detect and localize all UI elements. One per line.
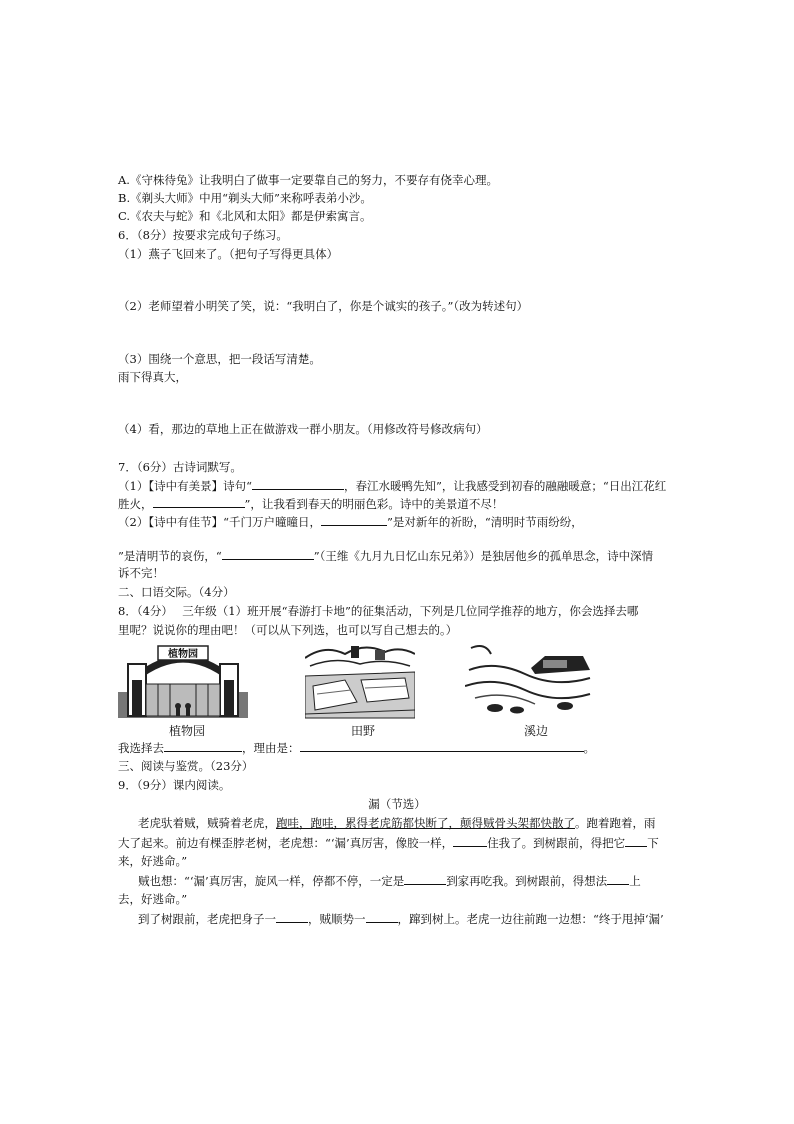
reason-blank[interactable] (300, 739, 584, 752)
passage-line: 老虎驮着贼，贼骑着老虎，跑哇，跑哇，累得老虎筋都快断了，颠得贼骨头架都快散了。跑着跑着，雨 (138, 816, 656, 830)
answer-blank[interactable] (366, 910, 398, 923)
gate-sign: 植物园 (168, 649, 198, 660)
q6-sub2: （2）老师望着小明笑了笑，说：“我明白了，你是个诚实的孩子。”（改为转述句） (118, 299, 529, 313)
q6-sub4: （4）看，那边的草地上正在做游戏一群小朋友。（用修改符号修改病句） (118, 422, 488, 436)
q7-line2: 胜火， ”，让我看到春天的明丽色彩。诗中的美景道不尽！ (118, 497, 504, 511)
q6-sub3-start: 雨下得真大， (118, 370, 187, 384)
destination-blank[interactable] (164, 739, 242, 752)
creek-image (465, 640, 595, 720)
passage-line: 大了起来。前边有棵歪脖老树，老虎想：“‘漏’真厉害，像胶一样， 住我了。到树跟前，得把它 下 (118, 836, 659, 850)
underlined-sentence: 跑哇，跑哇，累得老虎筋都快断了，颠得贼骨头架都快散了 (276, 816, 575, 830)
section-3-heading: 三、阅读与鉴赏。（23分） (118, 759, 254, 773)
passage-title: 漏（节选） (368, 797, 426, 811)
caption-creek: 溪边 (524, 724, 549, 738)
answer-blank[interactable] (607, 872, 629, 885)
answer-blank[interactable] (252, 477, 344, 490)
passage-line: 来，好逃命。” (118, 854, 188, 868)
q6-title: 6．（8分）按要求完成句子练习。 (118, 228, 288, 242)
option-c: C.《农夫与蛇》和《北风和太阳》都是伊索寓言。 (118, 209, 372, 223)
q7-line4: ”是清明节的哀伤，“ ”（王维《九月九日忆山东兄弟》）是独居他乡的孤单思念，诗中深情 (118, 549, 654, 563)
q7-line1: （1）【诗中有美景】诗句“ ，春江水暖鸭先知”，让我感受到初春的融融暖意；“日出江花红 (118, 479, 667, 493)
answer-blank[interactable] (276, 910, 308, 923)
answer-blank[interactable] (153, 495, 245, 508)
q6-sub1: （1）燕子飞回来了。（把句子写得更具体） (118, 247, 339, 261)
passage-line: 去，好逃命。” (118, 892, 188, 906)
caption-field: 田野 (351, 724, 376, 738)
answer-blank[interactable] (222, 547, 314, 560)
option-a: A.《守株待兔》让我明白了做事一定要靠自己的努力，不要存有侥幸心理。 (118, 173, 498, 187)
answer-blank[interactable] (404, 872, 446, 885)
section-2-heading: 二、口语交际。（4分） (118, 585, 235, 599)
answer-blank[interactable] (625, 834, 647, 847)
q7-line5: 诉不完！ (118, 566, 164, 580)
q7-title: 7．（6分）古诗词默写。 (118, 460, 242, 474)
q9-title: 9．（9分）课内阅读。 (118, 778, 231, 792)
q8-answer-line: 我选择去 ，理由是： 。 (118, 741, 595, 755)
q7-line3: （2）【诗中有佳节】“千门万户曈曈日， ”是对新年的祈盼，“清明时节雨纷纷， (118, 515, 583, 529)
answer-blank[interactable] (321, 513, 387, 526)
botanical-garden-image (118, 640, 248, 720)
caption-botanical-garden: 植物园 (169, 724, 206, 738)
passage-line: 贼也想：“‘漏’真厉害，旋风一样，停都不停，一定是 到家再吃我。到树跟前，得想法 上 (138, 874, 641, 888)
passage-line: 到了树跟前，老虎把身子一 ，贼顺势一 ，蹿到树上。老虎一边往前跑一边想：“终于甩掉‘漏’ (138, 912, 664, 926)
field-image (305, 640, 415, 720)
answer-blank[interactable] (453, 834, 487, 847)
q8-line2: 里呢？说说你的理由吧！（可以从下列选，也可以写自己想去的。） (118, 623, 458, 637)
q8-line1: 8．（4分） 三年级（1）班开展“春游打卡地”的征集活动，下列是几位同学推荐的地方，你会选择去哪 (118, 604, 639, 618)
option-b: B.《剃头大师》中用“剃头大师”来称呼表弟小沙。 (118, 191, 372, 205)
q6-sub3: （3）围绕一个意思，把一段话写清楚。 (118, 352, 321, 366)
